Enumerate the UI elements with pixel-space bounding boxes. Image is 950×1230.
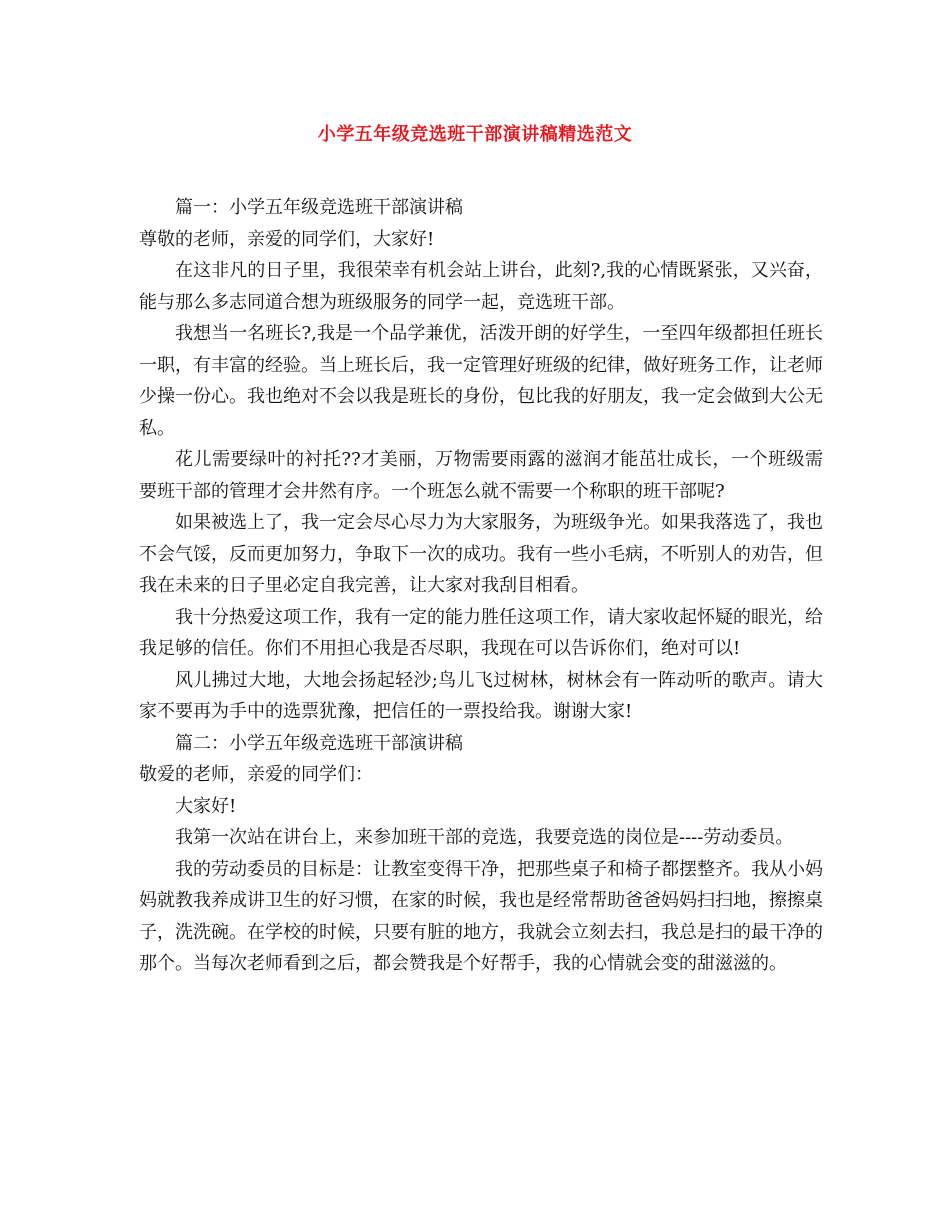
document-title: 小学五年级竞选班干部演讲稿精选范文 xyxy=(317,124,633,145)
section-heading-1: 篇一：小学五年级竞选班干部演讲稿 xyxy=(175,197,463,218)
paragraph: 我第一次站在讲台上，来参加班干部的竞选，我要竞选的岗位是----劳动委员。 xyxy=(175,827,794,848)
salutation-2: 敬爱的老师，亲爱的同学们： xyxy=(139,764,373,785)
document-body xyxy=(139,192,823,980)
paragraph: 我十分热爱这项工作，我有一定的能力胜任这项工作，请大家收起怀疑的眼光，给我足够的信任。你们不用担心我是否尽职，我现在可以告诉你们，绝对可以! xyxy=(139,606,823,659)
paragraph: 花儿需要绿叶的衬托??才美丽，万物需要雨露的滋润才能茁壮成长，一个班级需要班干部的管理才会井然有序。一个班怎么就不需要一个称职的班干部呢? xyxy=(139,449,823,502)
section-heading-2: 篇二：小学五年级竞选班干部演讲稿 xyxy=(175,732,463,754)
paragraph: 风儿拂过大地，大地会扬起轻沙;鸟儿飞过树林，树林会有一阵动听的歌声。请大家不要再为手中的选票犹豫，把信任的一票投给我。谢谢大家! xyxy=(139,669,823,722)
greeting: 大家好! xyxy=(175,795,237,817)
paragraph: 我的劳动委员的目标是：让教室变得干净，把那些桌子和椅子都摆整齐。我从小妈妈就教我养成讲卫生的好习惯，在家的时候，我也是经常帮助爸爸妈妈扫扫地，擦擦桌子，洗洗碗。在学校的时候，只要有脏的地方，我就会立刻去扫，我总是扫的最干净的那个。当每次老师看到之后，都会赞我是个好帮手，我的心情就会变的甜滋滋的。 xyxy=(139,858,823,974)
salutation-1: 尊敬的老师，亲爱的同学们，大家好! xyxy=(139,228,435,250)
paragraph: 如果被选上了，我一定会尽心尽力为大家服务，为班级争光。如果我落选了，我也不会气馁，反而更加努力，争取下一次的成功。我有一些小毛病，不听别人的劝告，但我在未来的日子里必定自我完善，让大家对我刮目相看。 xyxy=(139,512,823,596)
paragraph: 在这非凡的日子里，我很荣幸有机会站上讲台，此刻?,我的心情既紧张，又兴奋，能与那么多志同道合想为班级服务的同学一起，竞选班干部。 xyxy=(139,260,823,313)
paragraph: 我想当一名班长?,我是一个品学兼优，活泼开朗的好学生，一至四年级都担任班长一职，有丰富的经验。当上班长后，我一定管理好班级的纪律，做好班务工作，让老师少操一份心。我也绝对不会以我是班长的身份，包比我的好朋友，我一定会做到大公无私。 xyxy=(139,323,823,439)
